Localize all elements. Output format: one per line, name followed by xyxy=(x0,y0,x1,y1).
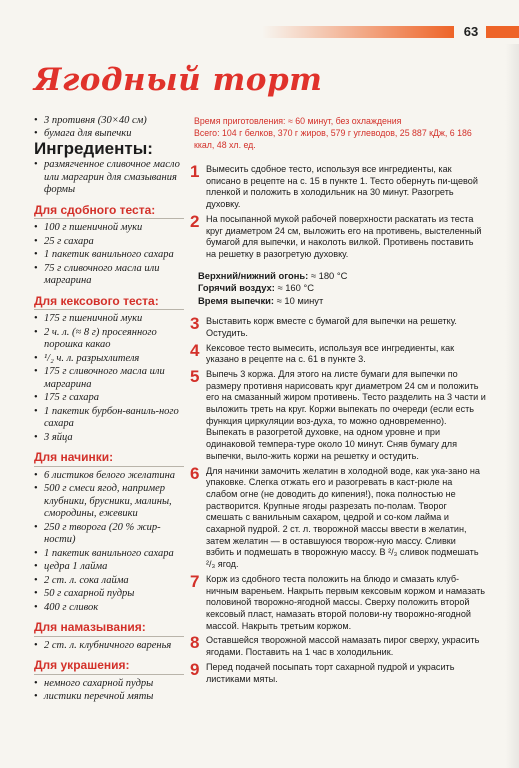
list-item: • ¹/₂ ч. л. разрыхлителя xyxy=(34,353,184,366)
list-item: • 3 противня (30×40 см) xyxy=(34,115,184,128)
list-item: • 250 г творога (20 % жир-ности) xyxy=(34,522,184,547)
ingredient-section-list xyxy=(34,640,184,653)
steps-group-1 xyxy=(190,162,486,261)
step-number: 6 xyxy=(190,463,200,483)
list-item: • 175 г пшеничной муки xyxy=(34,313,184,326)
list-item: • 500 г смеси ягод, например клубники, брусники, малины, смородины, ежевики xyxy=(34,483,184,521)
list-item: • 50 г сахарной пудры xyxy=(34,588,184,601)
hot-air: Горячий воздух: ≈ 160 °С xyxy=(198,282,314,294)
ingredient-sections xyxy=(34,204,184,704)
list-item: • размягченное сливочное масло или маргарин для смазывания формы xyxy=(34,159,184,197)
step-text: На посыпанной мукой рабочей поверхности раскатать из теста круг диаметром 24 см, выложить его на противень, выстеленный бумагой для выпечки, и наколоть вилкой. Противень поставить на решетку в разогретую духовку. xyxy=(206,213,482,259)
step-item xyxy=(190,211,486,261)
steps-group-2 xyxy=(190,314,486,685)
list-item: • 2 ст. л. сока лайма xyxy=(34,575,184,588)
recipe-title: Ягодный торт xyxy=(34,62,323,98)
ingredient-section-list xyxy=(34,222,184,288)
list-item: • 175 г сахара xyxy=(34,392,184,405)
step-text: Выставить корж вместе с бумагой для выпечки на решетку. Остудить. xyxy=(206,316,457,338)
ingredients-column xyxy=(34,115,184,705)
step-item xyxy=(190,463,486,571)
ingredient-section-heading: Для сдобного теста: xyxy=(34,204,184,220)
step-text: Кексовое тесто вымесить, используя все ингредиенты, как указано в рецепте на с. 61 в пункте 3. xyxy=(206,342,455,365)
base-ingredients-list xyxy=(34,159,184,197)
step-item xyxy=(190,659,486,685)
page-gutter-shadow xyxy=(505,44,519,768)
step-text: Оставшейся творожной массой намазать пирог сверху, украсить ягодами. Поставить на 1 час в холодильник. xyxy=(206,635,480,658)
step-item xyxy=(190,366,486,463)
list-item: • 1 пакетик ванильного сахара xyxy=(34,548,184,561)
list-item: • 2 ч. л. (≈ 8 г) просеянного порошка какао xyxy=(34,327,184,352)
prep-time: Время приготовления: ≈ 60 минут, без охлаждения xyxy=(194,116,402,126)
list-item: • 75 г сливочного масла или маргарина xyxy=(34,263,184,288)
list-item: • 6 листиков белого желатина xyxy=(34,470,184,483)
step-text: Вымесить сдобное тесто, используя все ингредиенты, как описано в рецепте на с. 15 в пункте 1. Тесто обернуть пи-щевой пленкой и положить в холодильник на 30 минут. Разогреть духовку. xyxy=(206,164,478,210)
page-number: 63 xyxy=(463,24,479,39)
instructions-column xyxy=(190,115,486,688)
list-item: • 3 яйца xyxy=(34,432,184,445)
header-tab xyxy=(486,26,519,38)
ingredient-section-list xyxy=(34,678,184,704)
list-item: • 1 пакетик ванильного сахара xyxy=(34,249,184,262)
list-item: • 2 ст. л. клубничного варенья xyxy=(34,640,184,653)
step-text: Выпечь 3 коржа. Для этого на листе бумаги для выпечки по размеру противня нарисовать круг диаметром 24 см и положить его на смазанный жиром противень. Тесто разделить на 3 части и выложить треть на круг. Коржи выпекать по очереди (если есть функция циркуляции воз-духа, то можно одновременно). Выпекать в разогретой духовке, на одном уровне и при одинаковой темпера-туре около 10 минут. Сняв бумагу для выпечки, выло-жить коржи на решетку и остудить. xyxy=(206,368,486,461)
step-number: 8 xyxy=(190,633,200,653)
list-item: • 175 г сливочного масла или маргарина xyxy=(34,366,184,391)
header-gradient xyxy=(262,26,454,38)
equipment-list xyxy=(34,115,184,141)
list-item: • немного сахарной пудры xyxy=(34,678,184,691)
ingredient-section-list xyxy=(34,470,184,615)
ingredient-section-heading: Для кексового теста: xyxy=(34,295,184,311)
step-text: Перед подачей посыпать торт сахарной пудрой и украсить листиками мяты. xyxy=(206,661,455,684)
nutrition-total: Всего: 104 г белков, 370 г жиров, 579 г углеводов, 25 887 кДж, 6 186 ккал, 48 хл. ед. xyxy=(194,128,472,150)
top-bottom-heat: Верхний/нижний огонь: ≈ 180 °С xyxy=(198,269,348,281)
step-text: Корж из сдобного теста положить на блюдо и смазать клуб-ничным вареньем. Накрыть первым кексовым коржом и намазать половиной творожно-ягодной массы. Сверху положить второй кексовый пласт, намазать второй полови-ну творожно-ягодной массой. Накрыть третьим коржом. xyxy=(206,573,486,631)
list-item: • листики перечной мяты xyxy=(34,691,184,704)
ingredient-section-heading: Для намазывания: xyxy=(34,621,184,637)
step-number: 3 xyxy=(190,314,200,334)
ingredients-heading: Ингредиенты: xyxy=(34,138,153,158)
ingredient-section-heading: Для начинки: xyxy=(34,451,184,467)
list-item: • бумага для выпечки xyxy=(34,128,184,141)
header-accent-bar xyxy=(0,26,519,38)
list-item: • 100 г пшеничной муки xyxy=(34,222,184,235)
step-number: 1 xyxy=(190,162,200,181)
step-number: 2 xyxy=(190,211,200,231)
baking-settings xyxy=(198,270,486,308)
step-item xyxy=(190,162,486,211)
list-item: • цедра 1 лайма xyxy=(34,561,184,574)
list-item: • 1 пакетик бурбон-ваниль-ного сахара xyxy=(34,406,184,431)
step-item xyxy=(190,340,486,366)
step-item xyxy=(190,571,486,633)
list-item: • 25 г сахара xyxy=(34,236,184,249)
recipe-meta xyxy=(194,115,486,151)
step-text: Для начинки замочить желатин в холодной воде, как ука-зано на упаковке. Слегка отжать его и разогревать в каст-рюле на слабом огне (не доводить до кипения!), пока полностью не растворится. Крупные ягоды разрезать по-полам. Творог смешать с ванильным сахаром, цедрой и со-ком лайма и сахарной пудрой. 2 ст. л. творожной массы ввести в желатин, затем желатин — в оставшуюся творож-ную массу. Сливки взбить и подмешать в творожную массу. В ²/₃ сливок подмешать ²/₃ ягод. xyxy=(206,465,480,570)
step-number: 9 xyxy=(190,659,200,679)
step-number: 7 xyxy=(190,571,200,591)
baking-time: Время выпечки: ≈ 10 минут xyxy=(198,294,324,306)
list-item: • 400 г сливок xyxy=(34,602,184,615)
ingredient-section-heading: Для украшения: xyxy=(34,659,184,675)
step-item xyxy=(190,314,486,339)
step-number: 4 xyxy=(190,340,200,360)
ingredient-section-list xyxy=(34,313,184,444)
step-item xyxy=(190,633,486,658)
step-number: 5 xyxy=(190,366,200,386)
